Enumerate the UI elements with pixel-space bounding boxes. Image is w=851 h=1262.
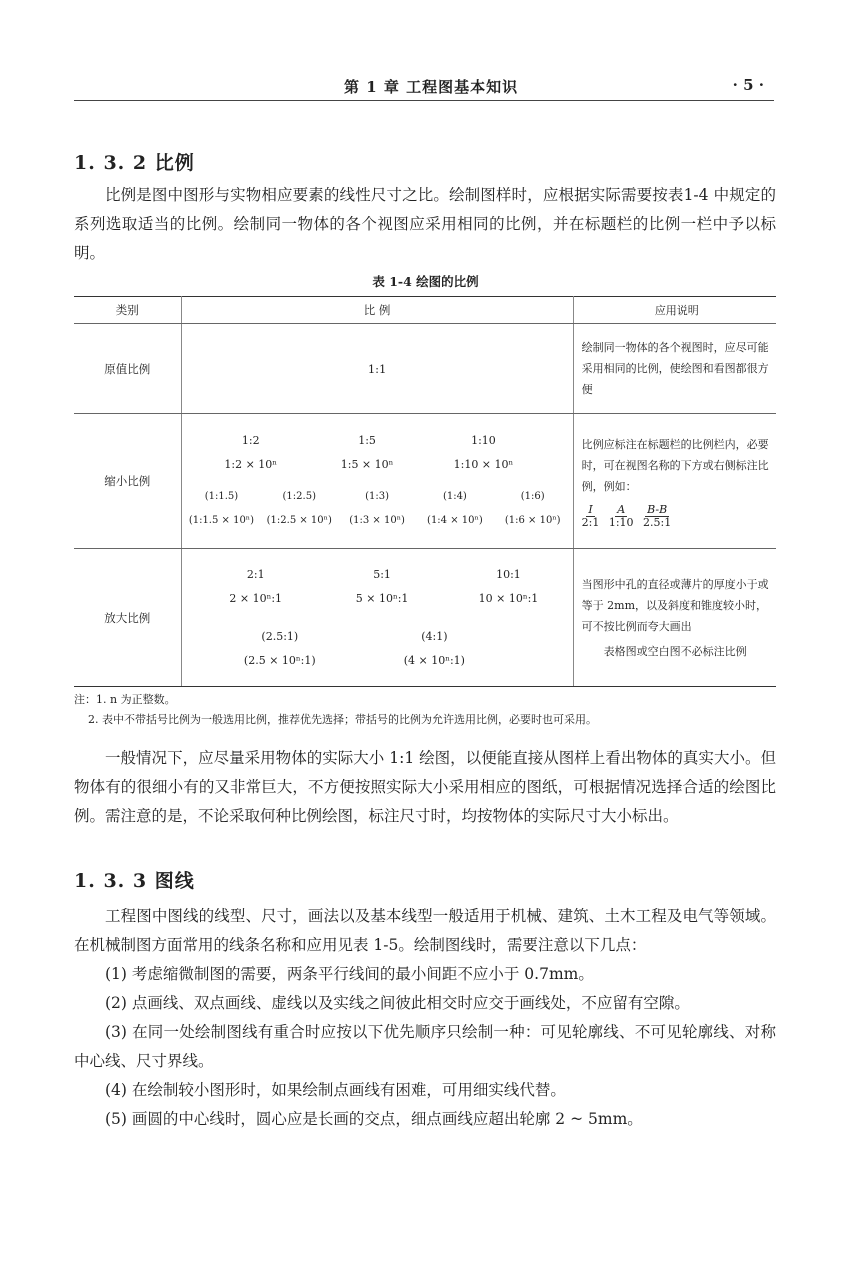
ratio-cell: (2.5:1) [261, 629, 299, 643]
ratio-cell: (1:3 × 10ⁿ) [349, 515, 405, 526]
ratio-cell: (1:4 × 10ⁿ) [427, 515, 483, 526]
lines-paragraph [74, 902, 776, 1134]
ratio-cell: (2.5 × 10ⁿ:1) [243, 653, 316, 667]
ratio-cell: (1:4) [442, 491, 467, 502]
ratio-cell: 1:2 × 10ⁿ [224, 458, 278, 471]
general-paragraph [74, 744, 776, 831]
scale-table [74, 296, 776, 687]
label-examples [582, 499, 772, 529]
example-label: $\frac{A}{1:10}$ [608, 502, 634, 529]
page-header [74, 76, 774, 101]
table-note: 注：1. n 为正整数。 [74, 693, 176, 706]
ratio-cell: 5:1 [373, 567, 391, 581]
ratio-cell: (1:1.5 × 10ⁿ) [188, 515, 255, 526]
ratio-cell: 2 × 10ⁿ:1 [229, 591, 283, 605]
example-label: $\frac{B-B}{2.5:1}$ [643, 502, 672, 529]
ratio-cell: (1:3) [365, 491, 390, 502]
category-original: 原值比例 [74, 324, 181, 414]
general-text: 一般情况下，应尽量采用物体的实际大小 1:1 绘图，以便能直接从图样上看出物体的真实大小。但物体有的很细小有的又非常巨大，不方便按照实际大小采用相应的图纸，可根据情况选择合适的绘图比例。需注意的是，不论采取何种比例绘图，标注尺寸时，均按物体的实际尺寸大小标出。 [74, 749, 776, 825]
col-header-category: 类别 [74, 297, 181, 324]
table-header-row [74, 297, 776, 324]
ratio-cell: 1:10 [471, 434, 496, 447]
example-label: $\frac{I}{2:1}$ [581, 502, 600, 529]
ratio-cell: 1:5 [358, 434, 376, 447]
scale-intro-paragraph [74, 181, 776, 268]
scale-intro-text: 比例是图中图形与实物相应要素的线性尺寸之比。绘制图样时，应根据实际需要按表1-4 中规定的系列选取适当的比例。绘制同一物体的各个视图应采用相同的比例，并在标题栏的比例一栏中予以标明。 [74, 186, 776, 262]
list-item: (3) 在同一处绘制图线有重合时应按以下优先顺序只绘制一种：可见轮廓线、不可见轮廓线、对称中心线、尺寸界线。 [74, 1023, 776, 1070]
note-enlarge-text-2: 表格图或空白图不必标注比例 [603, 644, 747, 658]
ratio-cell: (1:6) [520, 491, 545, 502]
table-row-reduce [74, 414, 776, 549]
col-header-ratio: 比 例 [181, 297, 573, 324]
ratio-cell: 1:2 [241, 434, 260, 447]
ratios-enlarge [181, 549, 573, 687]
col-header-note: 应用说明 [573, 297, 776, 324]
list-item: (1) 考虑缩微制图的需要，两条平行线间的最小间距不应小于 0.7mm。 [105, 965, 594, 983]
ratio-original: 1:1 [181, 324, 573, 414]
ratio-cell: (1:1.5) [204, 491, 239, 502]
ratio-cell: (1:2.5) [282, 491, 316, 502]
table-row-enlarge [74, 549, 776, 687]
list-item: (2) 点画线、双点画线、虚线以及实线之间彼此相交时应交于画线处，不应留有空隙。 [105, 994, 690, 1012]
table-note: 2. 表中不带括号比例为一般选用比例，推荐优先选择；带括号的比例为允许选用比例，必要时也可采用。 [88, 713, 597, 726]
ratio-cell: 2:1 [246, 567, 265, 581]
ratio-cell: (1:6 × 10ⁿ) [504, 515, 561, 526]
section-heading-lines: 1. 3. 3 图线 [74, 870, 195, 892]
ratio-cell: 1:5 × 10ⁿ [340, 458, 394, 471]
ratio-cell: 1:10 × 10ⁿ [453, 458, 514, 471]
table-row-original [74, 324, 776, 414]
category-reduce: 缩小比例 [74, 414, 181, 549]
ratios-reduce [181, 414, 573, 549]
lines-intro-text: 工程图中图线的线型、尺寸，画法以及基本线型一般适用于机械、建筑、土木工程及电气等领域。在机械制图方面常用的线条名称和应用见表 1-5。绘制图线时，需要注意以下几点： [74, 907, 776, 954]
list-item: (4) 在绘制较小图形时，如果绘制点画线有困难，可用细实线代替。 [105, 1081, 566, 1099]
ratio-cell: (4 × 10ⁿ:1) [403, 653, 465, 667]
section-heading-scale: 1. 3. 2 比例 [74, 152, 195, 174]
note-reduce-text: 比例应标注在标题栏的比例栏内，必要时，可在视图名称的下方或右侧标注比例，例如： [581, 437, 769, 493]
list-item: (5) 画圆的中心线时，圆心应是长画的交点，细点画线应超出轮廓 2 ~ 5mm。 [105, 1110, 643, 1128]
note-reduce [573, 414, 776, 549]
ratio-cell: (4:1) [421, 629, 448, 643]
ratio-cell: 5 × 10ⁿ:1 [355, 591, 409, 605]
ratio-cell: 10:1 [496, 567, 521, 581]
ratio-cell: (1:2.5 × 10ⁿ) [266, 515, 332, 526]
note-enlarge-text: 当图形中孔的直径或薄片的厚度小于或等于 2mm，以及斜度和锥度较小时，可不按比例而夸大画出 [581, 577, 769, 633]
note-original: 绘制同一物体的各个视图时，应尽可能采用相同的比例，使绘图和看图都很方便 [573, 324, 776, 414]
category-enlarge: 放大比例 [74, 549, 181, 687]
chapter-title: 第 1 章 工程图基本知识 [344, 78, 519, 96]
table-caption: 表 1-4 绘图的比例 [372, 274, 479, 289]
ratio-cell: 10 × 10ⁿ:1 [478, 591, 539, 605]
page-number: · 5 · [732, 76, 764, 94]
table-notes [74, 690, 597, 730]
note-enlarge [573, 549, 776, 687]
